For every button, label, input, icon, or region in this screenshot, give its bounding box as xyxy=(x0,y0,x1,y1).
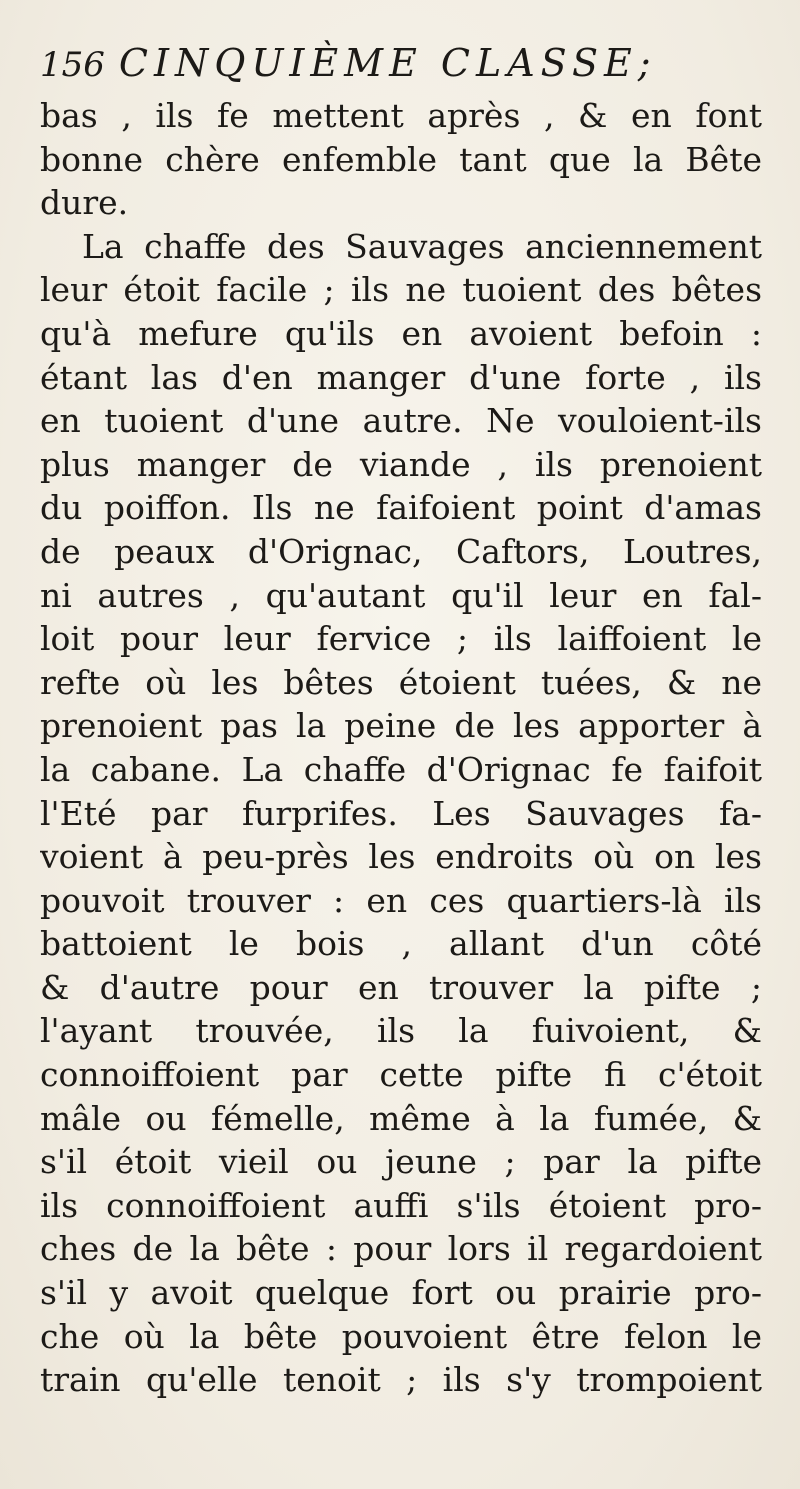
text-line: & d'autre pour en trouver la pifte ; xyxy=(40,967,762,1007)
text-line: voient à peu-près les endroits où on les xyxy=(40,837,762,877)
text-line: ils connoiffoient auffi s'ils étoient pro- xyxy=(40,1185,762,1225)
text-line: s'il étoit vieil ou jeune ; par la pifte xyxy=(40,1142,762,1182)
text-line: s'il y avoit quelque fort ou prairie pro- xyxy=(40,1273,762,1313)
text-line: dure. xyxy=(40,183,129,223)
running-head xyxy=(40,34,770,92)
body-text xyxy=(40,94,770,1402)
text-line: plus manger de viande , ils prenoient xyxy=(40,444,762,484)
text-line: en tuoient d'une autre. Ne vouloient-ils xyxy=(40,401,762,441)
text-line: battoient le bois , allant d'un côté xyxy=(40,924,762,964)
text-line: bas , ils fe mettent après , & en font xyxy=(40,96,762,135)
text-line: la cabane. La chaffe d'Orignac fe faifoit xyxy=(40,749,762,789)
text-line: connoiffoient par cette pifte fi c'étoit xyxy=(40,1055,762,1095)
page-number: 156 xyxy=(40,45,105,85)
text-line: ni autres , qu'autant qu'il leur en fal- xyxy=(40,575,762,615)
text-line: loit pour leur fervice ; ils laiffoient le xyxy=(40,619,762,659)
text-line: du poiffon. Ils ne faifoient point d'amas xyxy=(40,488,762,528)
text-line: ches de la bête : pour lors il regardoient xyxy=(40,1229,762,1269)
running-head-title: CINQUIÈME CLASSE; xyxy=(118,41,657,85)
text-line: qu'à mefure qu'ils en avoient befoin : xyxy=(40,313,762,353)
text-line: l'Eté par furprifes. Les Sauvages fa- xyxy=(40,793,762,833)
text-line: train qu'elle tenoit ; ils s'y trompoient xyxy=(40,1360,762,1400)
text-line: mâle ou fémelle, même à la fumée, & xyxy=(40,1098,762,1138)
text-line: prenoient pas la peine de les apporter à xyxy=(40,706,762,746)
text-line: bonne chère enfemble tant que la Bête xyxy=(40,139,762,179)
text-line: l'ayant trouvée, ils la fuivoient, & xyxy=(40,1011,762,1051)
text-line: pouvoit trouver : en ces quartiers-là ils xyxy=(40,880,762,920)
text-line: La chaffe des Sauvages anciennement xyxy=(82,226,762,266)
text-line: refte où les bêtes étoient tuées, & ne xyxy=(40,662,762,702)
text-line: de peaux d'Orignac, Caftors, Loutres, xyxy=(40,531,762,571)
text-line: leur étoit facile ; ils ne tuoient des bêtes xyxy=(40,270,762,310)
text-line: che où la bête pouvoient être felon le xyxy=(40,1316,762,1356)
text-line: étant las d'en manger d'une forte , ils xyxy=(40,357,762,397)
